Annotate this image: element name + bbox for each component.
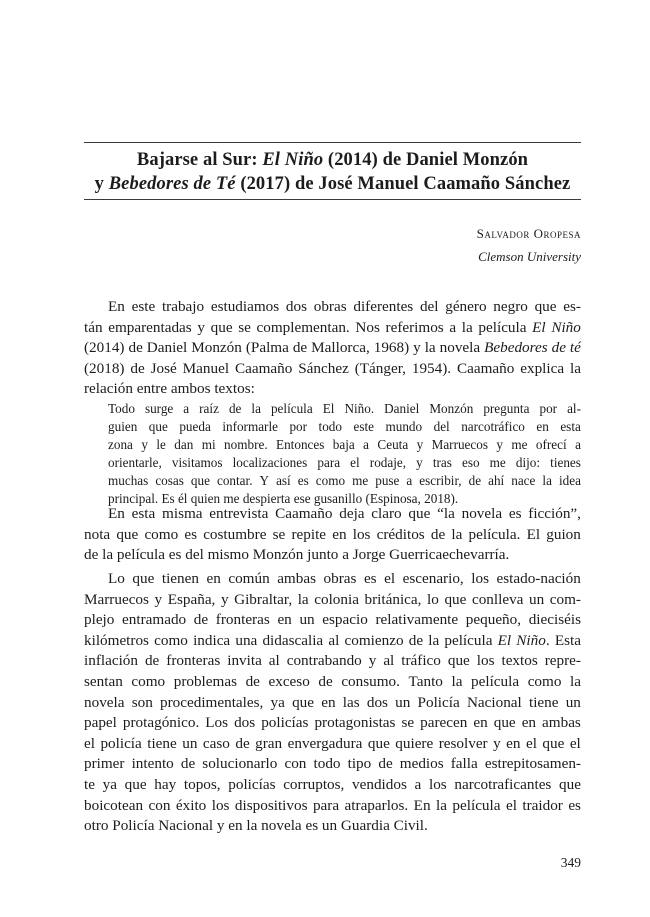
text-line: zona y le dan mi nombre. Entonces baja a Ceuta y Marruecos y me ofrecí a xyxy=(108,437,581,452)
text-line: En esta misma entrevista Caamaño deja claro que “la novela es ficción”, xyxy=(108,505,581,522)
text-line: de la película es del mismo Monzón junto a Jorge Guerricaechevarría. xyxy=(84,546,510,564)
block-quote xyxy=(108,400,581,508)
paragraph-2 xyxy=(84,504,581,566)
text-line: otro Policía Nacional y en la novela es un Guardia Civil. xyxy=(84,817,428,835)
page-number: 349 xyxy=(560,855,581,870)
text-line: primer intento de solucionarlo con todo tipo de medios falla estrepitosamen- xyxy=(84,755,581,773)
text-line: papel protagónico. Los dos policías protagonistas se parecen en que en ambas xyxy=(84,714,581,732)
title-top-rule xyxy=(84,142,581,143)
text-line: te ya que hay topos, policías corruptos, vendidos a los narcotraficantes que xyxy=(84,775,581,793)
text-line: (2014) de Daniel Monzón (Palma de Mallorca, 1968) y la novela Bebedores de té xyxy=(84,339,581,357)
author-name: Salvador Oropesa xyxy=(476,226,581,241)
text-line: guien que pueda informarle por todo este mundo del narcotráfico en esta xyxy=(108,419,581,434)
paragraph-3 xyxy=(84,569,581,837)
text-line: tán emparentadas y que se complementan. Nos referimos a la película El Niño xyxy=(84,318,581,336)
text-line: boicotean con éxito los dispositivos para atraparlos. En la película el traidor es xyxy=(84,796,581,814)
text-line: (2018) de José Manuel Caamaño Sánchez (Tánger, 1954). Caamaño explica la xyxy=(84,359,581,377)
text-line: el policía tiene un caso de gran envergadura que quiere resolver y en el que el xyxy=(84,734,581,752)
author-affiliation: Clemson University xyxy=(478,249,581,264)
title-line-2: y Bebedores de Té (2017) de José Manuel Caamaño Sánchez xyxy=(94,174,571,194)
text-line: inflación de fronteras invita al contrabando y al tráfico que los textos repre- xyxy=(84,652,581,670)
text-line: Marruecos y España, y Gibraltar, la colonia británica, lo que conlleva un com- xyxy=(84,590,581,608)
paragraph-1 xyxy=(84,297,581,400)
text-line: nota que como es costumbre se repite en los créditos de la película. El guion xyxy=(84,525,581,543)
text-line: sentan como problemas de exceso de consumo. Tanto la película como la xyxy=(84,672,581,690)
text-line: En este trabajo estudiamos dos obras diferentes del género negro que es- xyxy=(108,298,581,315)
text-line: Todo surge a raíz de la película El Niño. Daniel Monzón pregunta por al- xyxy=(108,401,581,416)
title-bottom-rule xyxy=(84,199,581,200)
text-line: orientarle, visitamos localizaciones para el rodaje, y tras eso me dijo: tienes xyxy=(108,455,581,470)
title-line-1: Bajarse al Sur: El Niño (2014) de Daniel Monzón xyxy=(136,150,529,170)
text-line: kilómetros como indica una didascalia al comienzo de la película El Niño. Esta xyxy=(84,631,581,649)
text-line: muchas cosas que contar. Y así es como me puse a escribir, de ahí nace la idea xyxy=(108,473,581,488)
text-line: Lo que tienen en común ambas obras es el escenario, los estado-nación xyxy=(108,570,581,587)
text-line: novela son procedimentales, ya que en las dos un Policía Nacional tiene un xyxy=(84,693,581,711)
article-title xyxy=(84,148,581,196)
text-line: principal. Es él quien me despierta ese gusanillo (Espinosa, 2018). xyxy=(108,491,459,506)
text-line: relación entre ambos textos: xyxy=(84,380,255,398)
text-line: plejo entramado de fronteras en un espacio relativamente pequeño, dieciséis xyxy=(84,611,581,629)
